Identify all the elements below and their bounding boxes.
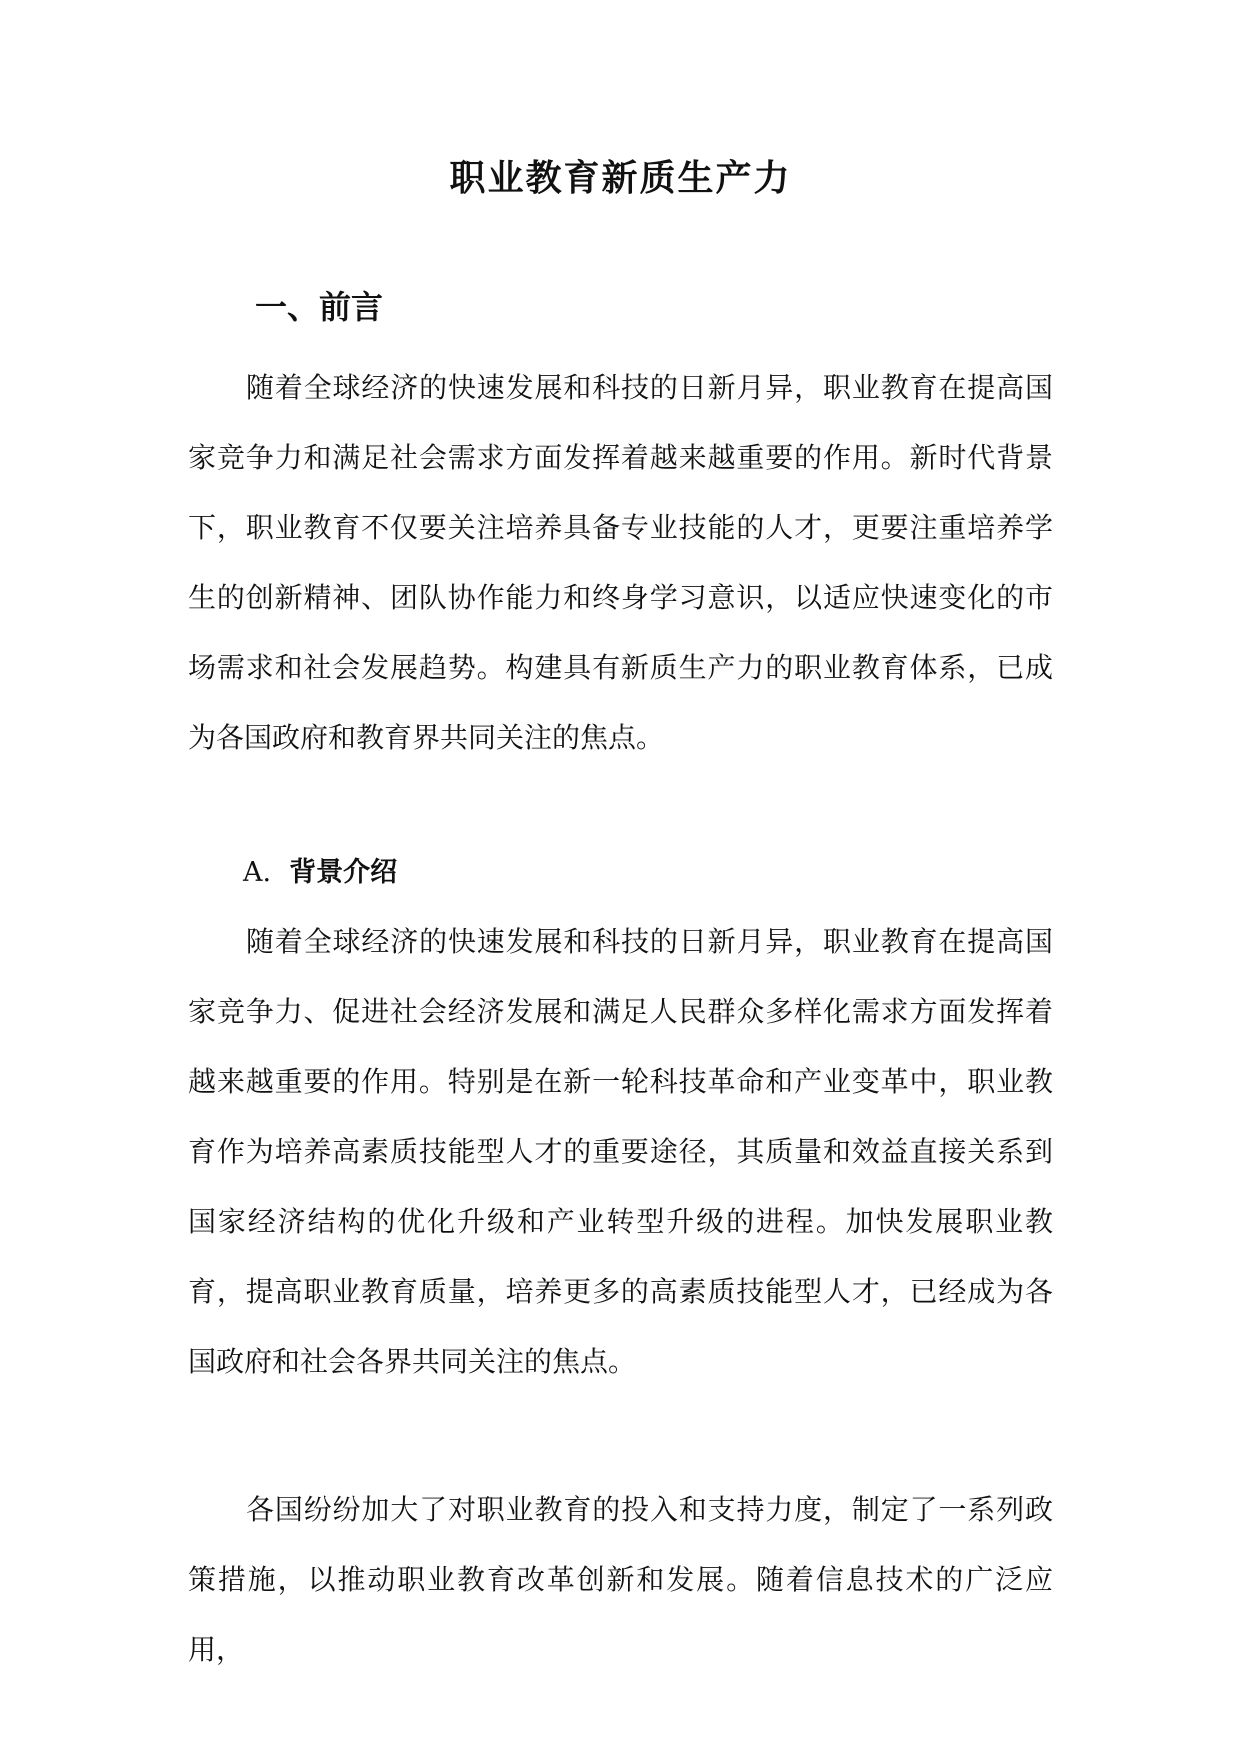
document-title: 职业教育新质生产力 <box>449 157 792 199</box>
preface-paragraph: 随着全球经济的快速发展和科技的日新月异，职业教育在提高国家竞争力和满足社会需求方面发挥着越来越重要的作用。新时代背景下，职业教育不仅要关注培养具备专业技能的人才，更要注重培养学生的创新精神、团队协作能力和终身学习意识，以适应快速变化的市场需求和社会发展趋势。构建具有新质生产力的职业教育体系，已成为各国政府和教育界共同关注的焦点。 <box>188 371 1053 754</box>
subsection-heading-background <box>243 850 397 889</box>
section-heading-preface: 一、前言 <box>255 288 384 326</box>
background-paragraph-1: 随着全球经济的快速发展和科技的日新月异，职业教育在提高国家竞争力、促进社会经济发展和满足人民群众多样化需求方面发挥着越来越重要的作用。特别是在新一轮科技革命和产业变革中，职业教育作为培养高素质技能型人才的重要途径，其质量和效益直接关系到国家经济结构的优化升级和产业转型升级的进程。加快发展职业教育，提高职业教育质量，培养更多的高素质技能型人才，已经成为各国政府和社会各界共同关注的焦点。 <box>188 925 1053 1378</box>
subsection-marker: A. <box>243 857 272 888</box>
background-paragraph-2: 各国纷纷加大了对职业教育的投入和支持力度，制定了一系列政策措施，以推动职业教育改革创新和发展。随着信息技术的广泛应用， <box>188 1493 1053 1666</box>
subsection-heading-text: 背景介绍 <box>289 857 398 888</box>
